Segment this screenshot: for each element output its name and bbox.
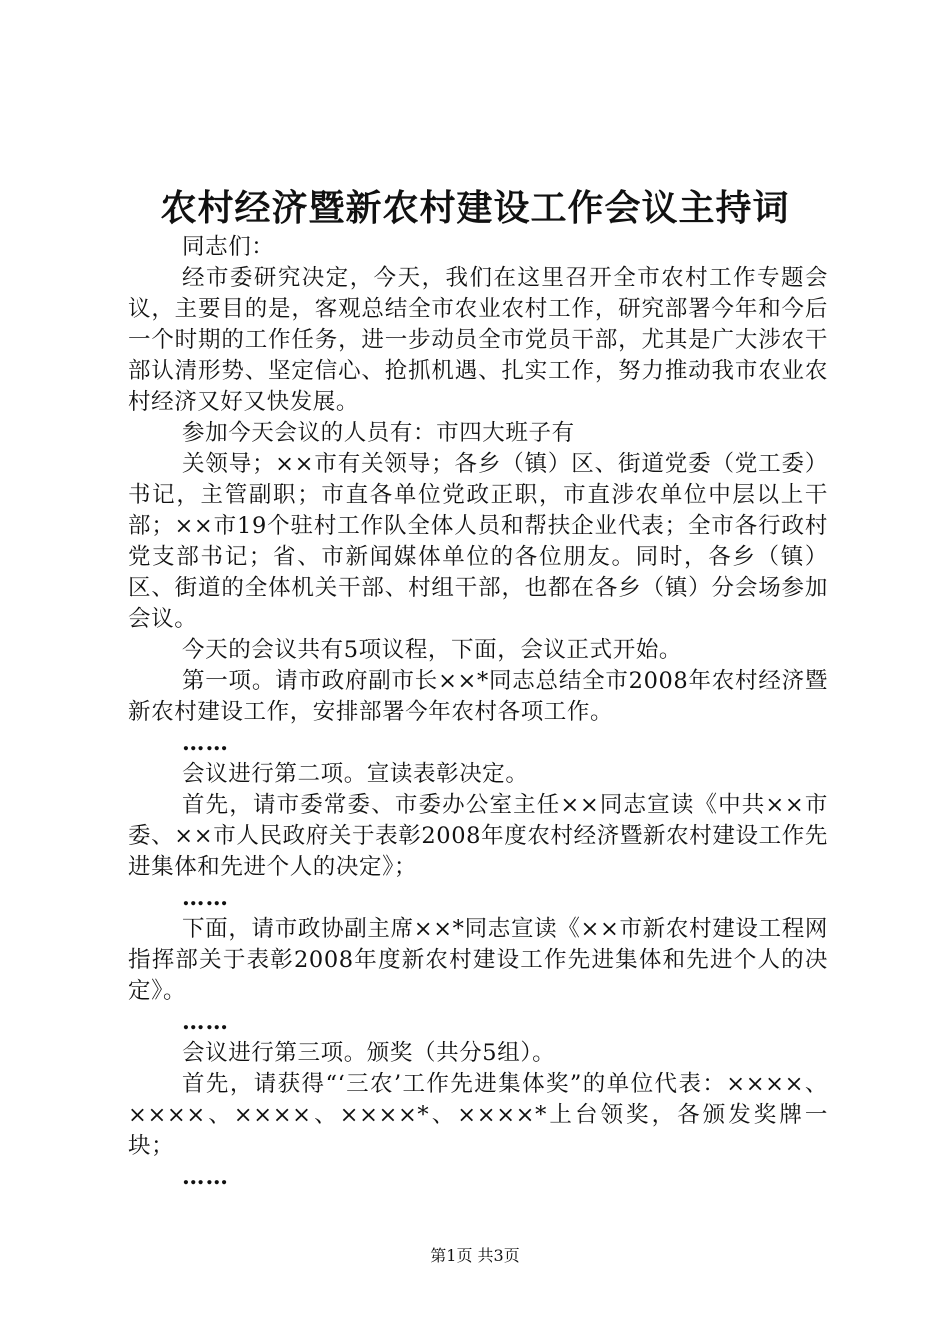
document-body: [128, 232, 828, 1193]
ellipsis: ……: [182, 730, 229, 756]
document-title: 农村经济暨新农村建设工作会议主持词: [160, 187, 790, 229]
ellipsis: ……: [182, 1164, 229, 1190]
paragraph-agenda: 今天的会议共有5项议程，下面，会议正式开始。: [182, 637, 683, 663]
paragraph-attendees-lead: 参加今天会议的人员有：市四大班子有: [182, 420, 575, 446]
paragraph-item-three: 会议进行第三项。颁奖（共分5组）。: [182, 1040, 556, 1066]
paragraph-item-two: 会议进行第二项。宣读表彰决定。: [182, 761, 529, 787]
page-footer: 第1页 共3页: [430, 1246, 520, 1265]
salutation: 同志们：: [182, 234, 275, 260]
paragraph-intro: 经市委研究决定，今天，我们在这里召开全市农村工作专题会议，主要目的是，客观总结全市农业农村工作，研究部署今年和今后一个时期的工作任务，进一步动员全市党员干部，尤其是广大涉农干部认清形势、坚定信心、抢抓机遇、扎实工作，努力推动我市农业农村经济又好又快发展。: [128, 265, 828, 415]
ellipsis: ……: [182, 1009, 229, 1035]
ellipsis: ……: [182, 885, 229, 911]
paragraph-item-one: 第一项。请市政府副市长××*同志总结全市2008年农村经济暨新农村建设工作，安排部署今年农村各项工作。: [128, 668, 828, 725]
paragraph-item-two-next: 下面，请市政协副主席××*同志宣读《××市新农村建设工程网指挥部关于表彰2008年度新农村建设工作先进集体和先进个人的决定》。: [128, 916, 828, 1004]
paragraph-item-three-first: 首先，请获得“‘三农’工作先进集体奖”的单位代表：××××、××××、××××、××××*、××××*上台领奖，各颁发奖牌一块；: [128, 1071, 828, 1159]
paragraph-item-two-first: 首先，请市委常委、市委办公室主任××同志宣读《中共××市委、××市人民政府关于表彰2008年度农村经济暨新农村建设工作先进集体和先进个人的决定》；: [128, 792, 828, 880]
paragraph-attendees: 关领导；××市有关领导；各乡（镇）区、街道党委（党工委）书记，主管副职；市直各单位党政正职，市直涉农单位中层以上干部；××市19个驻村工作队全体人员和帮扶企业代表；全市各行政村党支部书记；省、市新闻媒体单位的各位朋友。同时，各乡（镇）区、街道的全体机关干部、村组干部，也都在各乡（镇）分会场参加会议。: [128, 451, 828, 632]
